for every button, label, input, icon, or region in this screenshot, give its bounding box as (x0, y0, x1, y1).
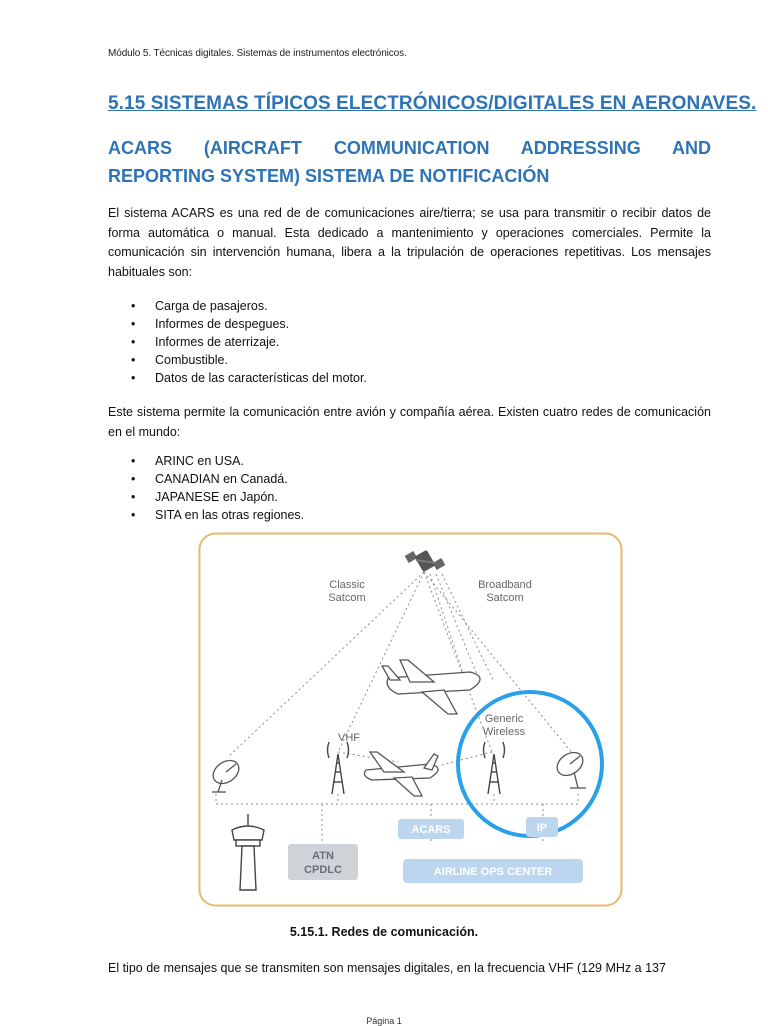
running-header: Módulo 5. Técnicas digitales. Sistemas de instrumentos electrónicos. (108, 48, 407, 59)
classic-satcom-label-2: Satcom (328, 592, 366, 604)
list-item: • CANADIAN en Canadá. (131, 472, 288, 486)
bullet-icon: • (131, 317, 136, 331)
airline-ops-center-label: AIRLINE OPS CENTER (433, 866, 553, 878)
intro-paragraph: El sistema ACARS es una red de de comunicaciones aire/tierra; se usa para transmitir o recibir datos de forma automática o manual. Esta dedicado a mantenimiento y operaciones comerciales. Permite la comunicación sin intervención humana, libera a la tripulación de operaciones repetitivas. Los mensajes habituales son: (108, 206, 711, 279)
broadband-satcom-label-2: Satcom (486, 592, 524, 604)
bullet-icon: • (131, 335, 136, 349)
classic-satcom-label-1: Classic (329, 579, 365, 591)
acars-label: ACARS (411, 824, 451, 836)
networks-paragraph: Este sistema permite la comunicación entre avión y compañía aérea. Existen cuatro redes de comunicación en el mundo: (108, 405, 711, 439)
bullet-icon: • (131, 371, 136, 385)
figure-caption: 5.15.1. Redes de comunicación. (289, 925, 479, 939)
network-diagram (198, 532, 623, 907)
list-item: • JAPANESE en Japón. (131, 490, 278, 504)
bullet-icon: • (131, 454, 136, 468)
list-item: • Informes de despegues. (131, 317, 290, 331)
generic-wireless-label-2: Wireless (482, 726, 526, 738)
list-item: • ARINC en USA. (131, 454, 244, 468)
closing-paragraph: El tipo de mensajes que se transmiten son mensajes digitales, en la frecuencia VHF (129 MHz a 137 (108, 961, 666, 975)
generic-wireless-label-1: Generic (484, 713, 524, 725)
atn-label: ATN (312, 850, 334, 862)
messages-list (131, 297, 367, 387)
list-item: • Carga de pasajeros. (131, 299, 268, 313)
list-item: • Combustible. (131, 353, 228, 367)
figure-frame (200, 534, 622, 906)
broadband-satcom-label-1: Broadband (478, 579, 532, 591)
bullet-icon: • (131, 299, 136, 313)
networks-list (131, 452, 304, 524)
subsection-title: ACARS (AIRCRAFT COMMUNICATION ADDRESSING AND REPORTING SYSTEM) SISTEMA DE NOTIFICACIÓN (108, 138, 711, 186)
communication-networks-figure (198, 532, 623, 907)
list-item: • Datos de las características del motor. (131, 371, 367, 385)
ip-label: IP (536, 822, 548, 834)
list-item: • SITA en las otras regiones. (131, 508, 305, 522)
bullet-icon: • (131, 353, 136, 367)
list-item: • Informes de aterrizaje. (131, 335, 280, 349)
vhf-label: VHF (338, 732, 360, 744)
bullet-icon: • (131, 472, 136, 486)
bullet-icon: • (131, 490, 136, 504)
cpdlc-label: CPDLC (304, 864, 342, 876)
page-footer: Página 1 (366, 1016, 402, 1026)
bullet-icon: • (131, 508, 136, 522)
section-title: 5.15 SISTEMAS TÍPICOS ELECTRÓNICOS/DIGITALES EN AERONAVES. (108, 93, 757, 114)
